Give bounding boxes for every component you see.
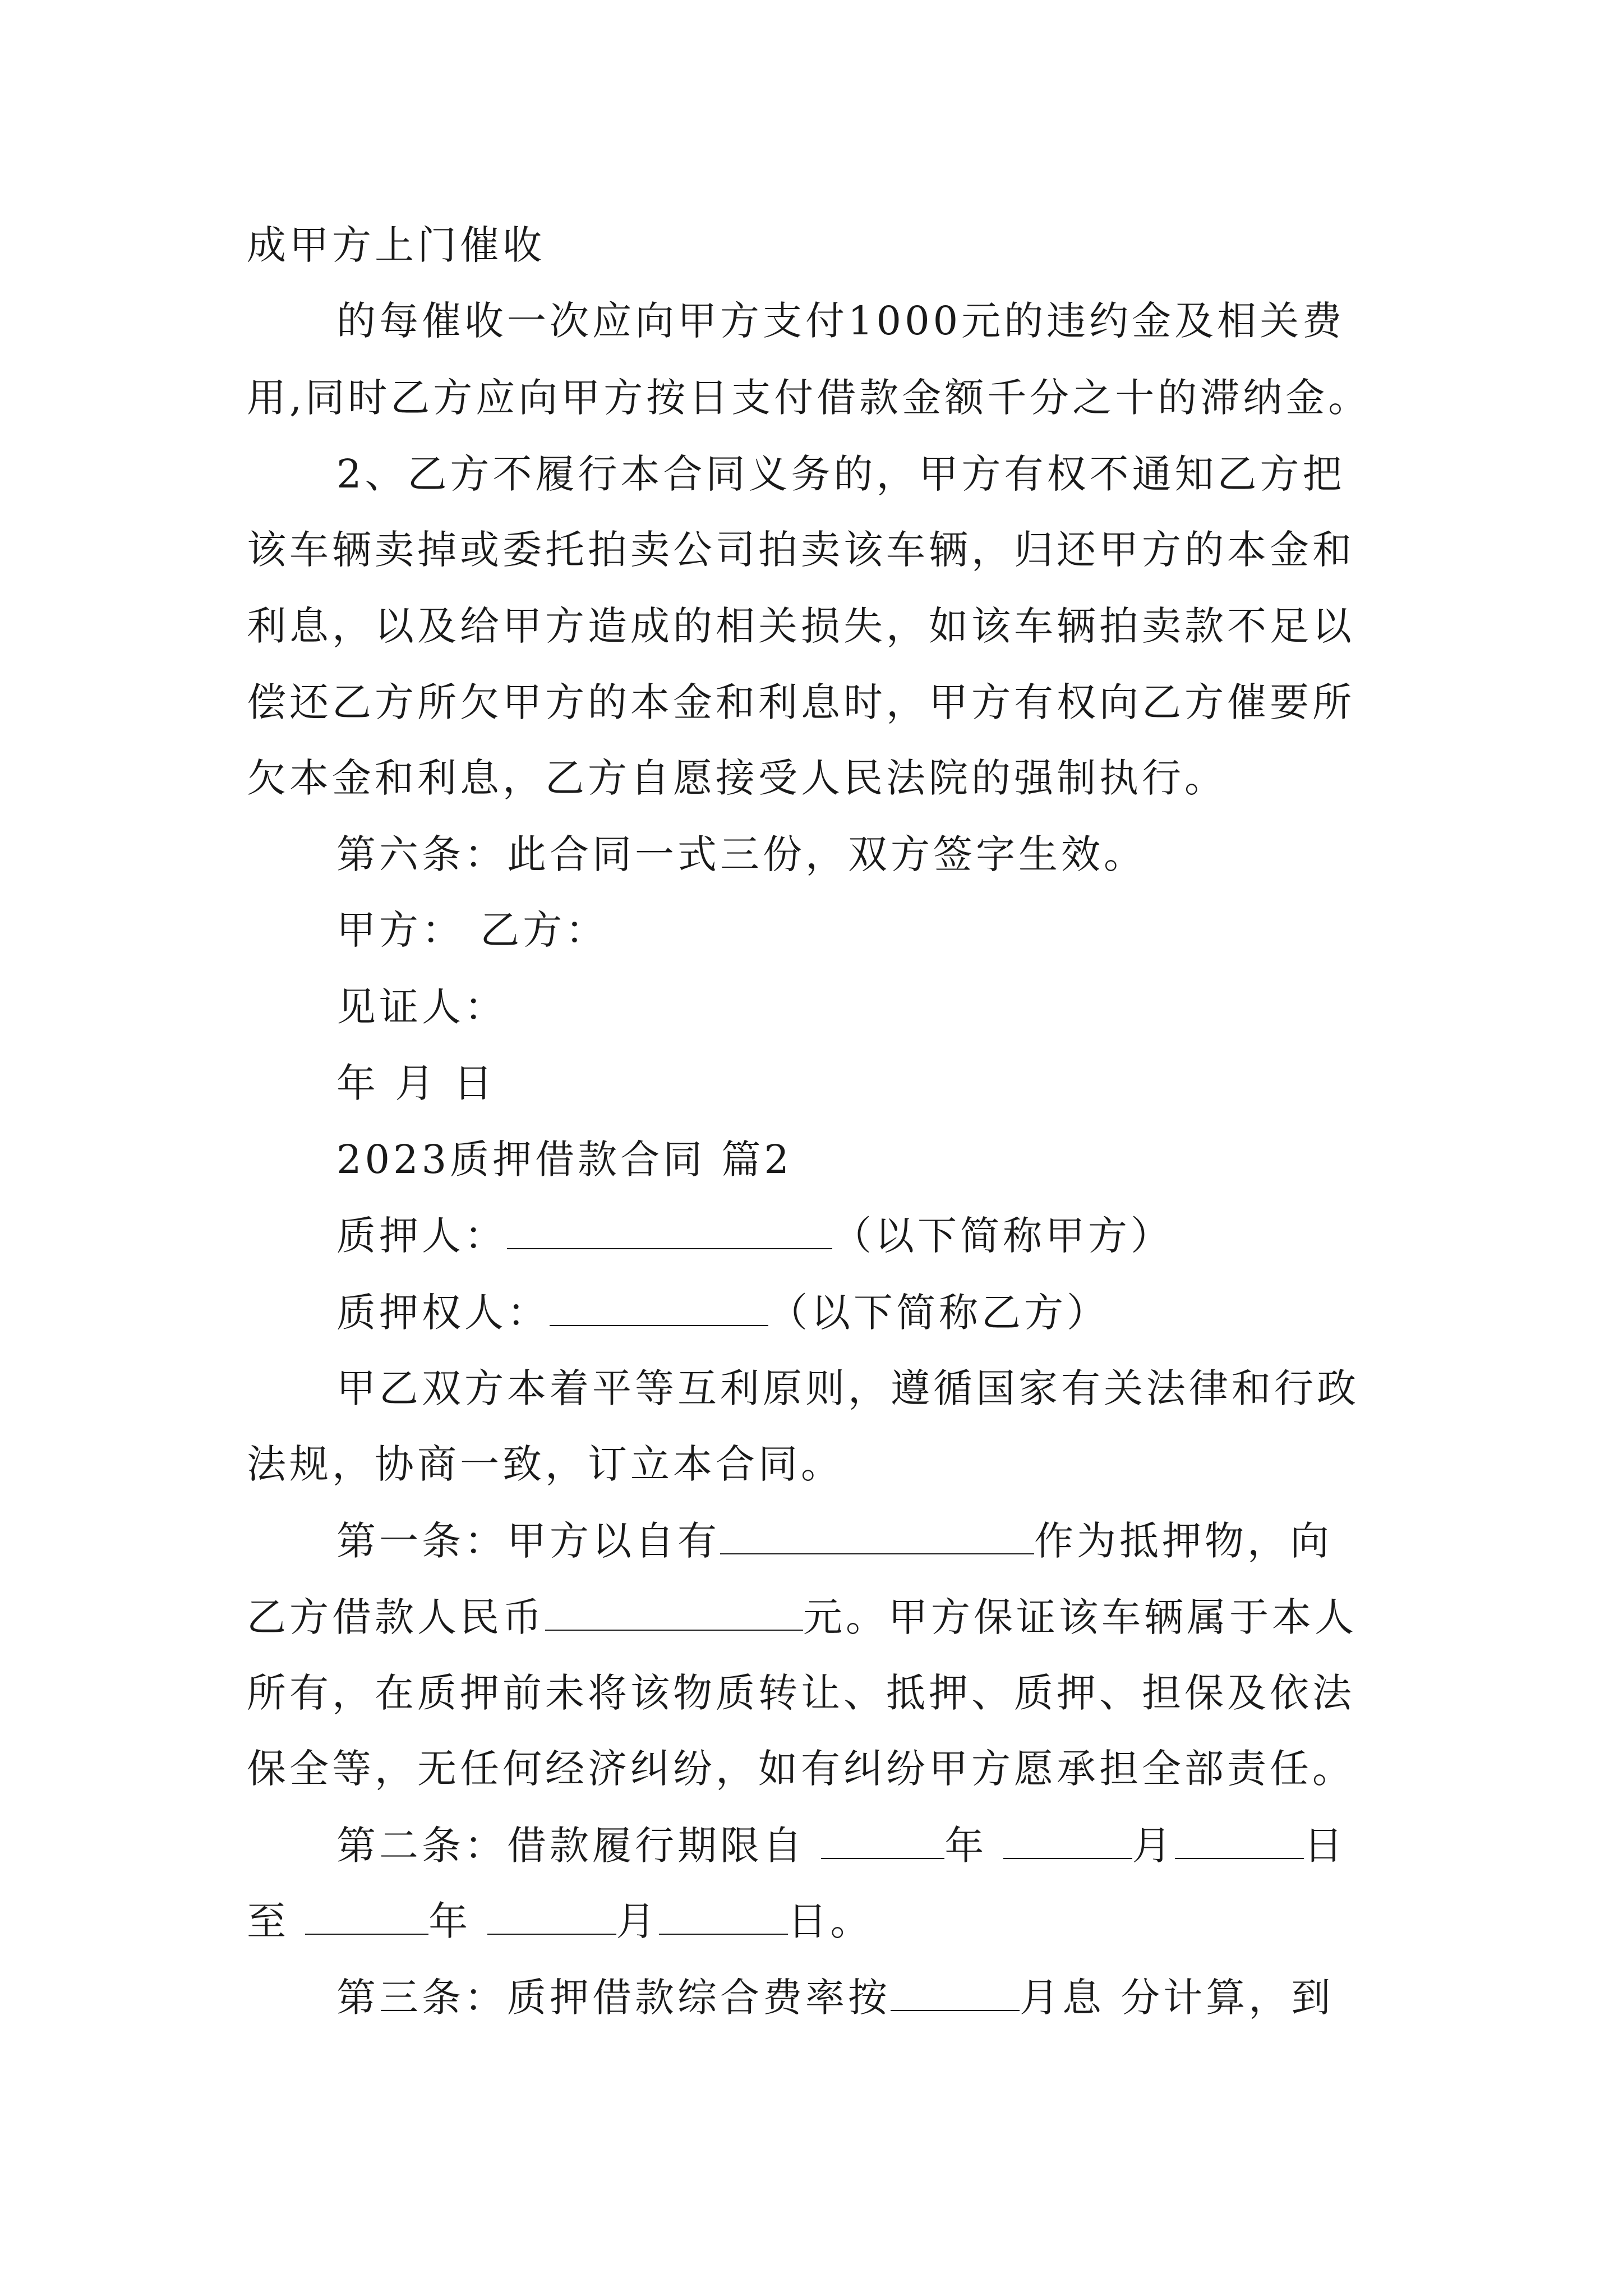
day-label: 日。	[787, 1898, 873, 1944]
start-month-blank[interactable]	[1003, 1825, 1132, 1859]
text-line: 利息，以及给甲方造成的相关损失，如该车辆拍卖款不足以	[247, 603, 1355, 649]
text-line: 2、乙方不履行本合同义务的，甲方有权不通知乙方把	[336, 451, 1345, 497]
text-line: 的每催收一次应向甲方支付1000元的违约金及相关费	[336, 298, 1345, 344]
text-line: 所有，在质押前未将该物质转让、抵押、质押、担保及依法	[247, 1670, 1355, 1716]
pledgee-blank[interactable]	[550, 1292, 768, 1326]
pledgee-suffix: （以下简称乙方）	[768, 1290, 1109, 1336]
date-line: 年 月 日	[336, 1060, 496, 1106]
amount-blank[interactable]	[545, 1597, 803, 1631]
start-year-blank[interactable]	[821, 1825, 944, 1859]
article3-line1	[336, 1975, 1334, 2021]
pledgee-line	[336, 1290, 1109, 1336]
section-title: 2023质押借款合同 篇2	[336, 1137, 792, 1182]
article1-text: 第一条：甲方以自有	[336, 1518, 720, 1564]
pledgor-label: 质押人：	[336, 1213, 507, 1259]
end-day-blank[interactable]	[659, 1901, 788, 1935]
text-line: 甲乙双方本着平等互利原则，遵循国家有关法律和行政	[336, 1365, 1359, 1411]
text-line: 保全等，无任何经济纠纷，如有纠纷甲方愿承担全部责任。	[247, 1746, 1355, 1792]
day-label: 日	[1303, 1823, 1347, 1869]
text-line: 法规，协商一致，订立本合同。	[247, 1441, 843, 1487]
article2-line2	[247, 1898, 873, 1944]
month-label: 月	[1132, 1823, 1175, 1869]
article2-text: 第二条：借款履行期限自	[336, 1823, 805, 1869]
article3-text: 第三条：质押借款综合费率按	[336, 1975, 891, 2021]
year-label: 年	[428, 1898, 472, 1944]
collateral-blank[interactable]	[720, 1521, 1034, 1554]
year-label: 年	[944, 1823, 988, 1869]
text-line: 欠本金和利息，乙方自愿接受人民法院的强制执行。	[247, 755, 1227, 801]
pledgor-suffix: （以下简称甲方）	[832, 1213, 1173, 1259]
end-year-blank[interactable]	[305, 1901, 428, 1935]
pledgee-label: 质押权人：	[336, 1290, 550, 1336]
text-line: 该车辆卖掉或委托拍卖公司拍卖该车辆，归还甲方的本金和	[247, 527, 1355, 573]
pledgor-line	[336, 1213, 1173, 1259]
article2-text: 至	[247, 1898, 289, 1944]
end-month-blank[interactable]	[487, 1901, 616, 1935]
start-day-blank[interactable]	[1175, 1825, 1304, 1859]
witness-line: 见证人：	[336, 984, 507, 1030]
article3-text: 月息 分计算，到	[1020, 1975, 1334, 2021]
month-label: 月	[616, 1898, 659, 1944]
text-line: 偿还乙方所欠甲方的本金和利息时，甲方有权向乙方催要所	[247, 679, 1355, 725]
article1-text: 作为抵押物，向	[1034, 1518, 1332, 1564]
pledgor-blank[interactable]	[507, 1216, 832, 1249]
article1-line1	[336, 1518, 1332, 1564]
rate-blank[interactable]	[891, 1977, 1020, 2011]
text-line: 成甲方上门催收	[247, 222, 545, 268]
article2-line1	[336, 1823, 1347, 1869]
text-line: 第六条：此合同一式三份，双方签字生效。	[336, 831, 1146, 877]
article1-text: 元。甲方保证该车辆属于本人	[803, 1594, 1357, 1640]
signature-line: 甲方： 乙方：	[336, 907, 608, 953]
article1-line2	[247, 1594, 1357, 1640]
text-line: 用,同时乙方应向甲方按日支付借款金额千分之十的滞纳金。	[247, 375, 1371, 421]
article1-text: 乙方借款人民币	[247, 1594, 545, 1640]
